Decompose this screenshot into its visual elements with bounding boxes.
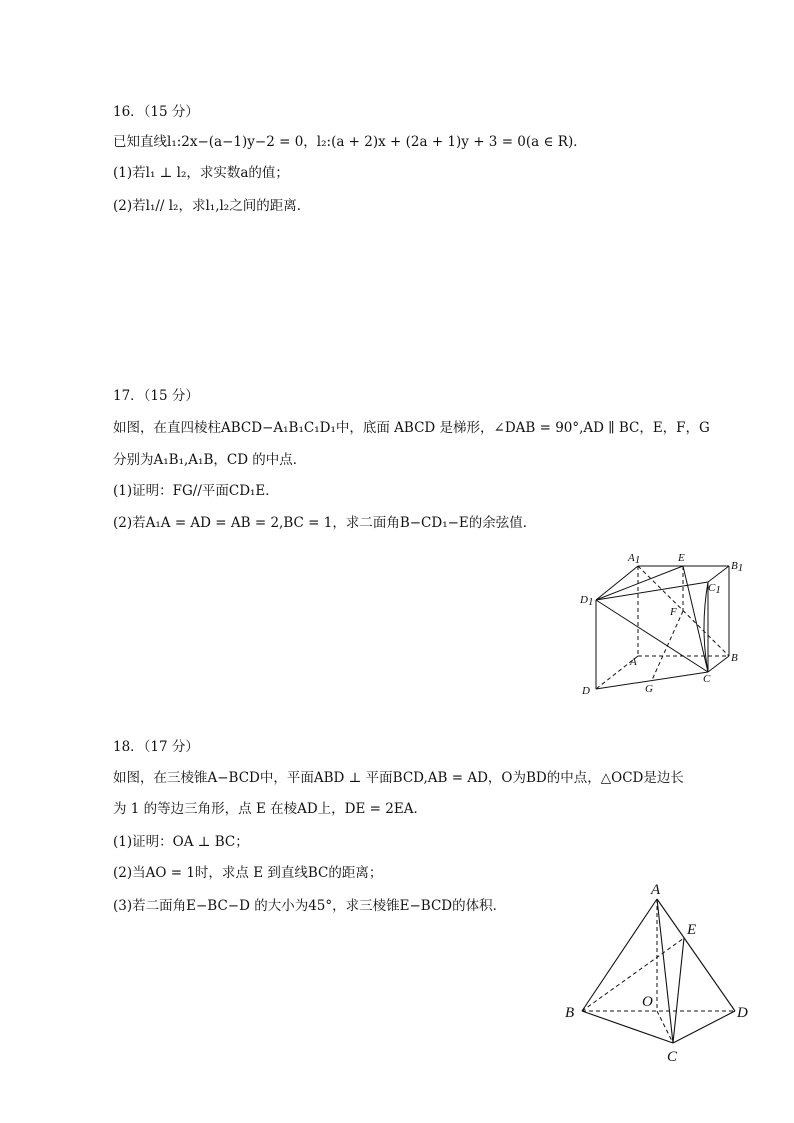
edge-A-C	[657, 899, 673, 1043]
q18-part1: (1)证明：OA ⊥ BC；	[113, 834, 249, 850]
q16-part2: (2)若l₁// l₂，求l₁,l₂之间的距离．	[113, 198, 311, 214]
label-D1: D1	[580, 594, 594, 608]
edge-B-C	[582, 1011, 673, 1043]
q16-stem: 已知直线l₁:2x−(a−1)y−2 = 0，l₂:(a + 2)x + (2a + 1)y + 3 = 0(a ∈ R)．	[113, 134, 587, 150]
q18-stem-line1: 如图，在三棱锥A−BCD中，平面ABD ⊥ 平面BCD,AB = AD，O为BD的中点，△OCD是边长	[113, 770, 684, 786]
label-G: G	[645, 683, 653, 695]
label-F: F	[670, 606, 677, 618]
edge-D1-C1	[596, 582, 708, 600]
label-D: D	[582, 685, 590, 697]
q17-stem-line1: 如图，在直四棱柱ABCD−A₁B₁C₁D₁中，底面 ABCD 是梯形，∠DAB = 90°,AD ∥ BC，E，F，G	[113, 420, 710, 436]
label-O: O	[642, 994, 653, 1010]
q18-tetrahedron-figure	[560, 875, 760, 1070]
edge-A-D	[657, 899, 735, 1011]
label-B1: B1	[731, 560, 744, 574]
q18-header: 18．（17 分）	[113, 739, 199, 755]
label-E: E	[687, 922, 697, 938]
q17-prism-figure	[570, 540, 760, 710]
label-C: C	[703, 673, 711, 685]
q17-header: 17．（15 分）	[113, 388, 199, 404]
label-D: D	[737, 1005, 748, 1021]
edge-D1-A1	[596, 566, 638, 600]
segment-F-G	[652, 611, 683, 680]
label-C1: C1	[708, 582, 721, 596]
edge-D1-C	[596, 600, 708, 672]
label-A: A	[630, 656, 637, 668]
label-A: A	[651, 882, 661, 898]
q18-part3: (3)若二面角E−BC−D 的大小为45°，求三棱锥E−BCD的体积．	[113, 898, 507, 914]
q16-part1: (1)若l₁ ⊥ l₂，求实数a的值；	[113, 165, 289, 181]
q16-header: 16．（15 分）	[113, 104, 199, 120]
q18-part2: (2)当AO = 1时，求点 E 到直线BC的距离；	[113, 865, 383, 881]
q17-part1: (1)证明：FG//平面CD₁E．	[113, 483, 279, 499]
label-E: E	[678, 552, 685, 564]
q18-stem-line2: 为 1 的等边三角形，点 E 在棱AD上，DE = 2EA．	[113, 801, 427, 817]
edge-B1-C1	[708, 566, 729, 582]
label-B: B	[565, 1005, 575, 1021]
edge-D1-E	[596, 566, 683, 600]
edge-C-B	[708, 656, 729, 672]
label-A1: A1	[628, 552, 641, 566]
q17-part2: (2)若A₁A = AD = AB = 2,BC = 1，求二面角B−CD₁−E的余弦值．	[113, 515, 537, 531]
q17-stem-line2: 分别为A₁B₁,A₁B，CD 的中点．	[113, 452, 307, 468]
label-B: B	[731, 652, 738, 664]
edge-C-D	[673, 1011, 735, 1043]
segment-E-C	[673, 938, 684, 1043]
label-C: C	[667, 1049, 678, 1065]
